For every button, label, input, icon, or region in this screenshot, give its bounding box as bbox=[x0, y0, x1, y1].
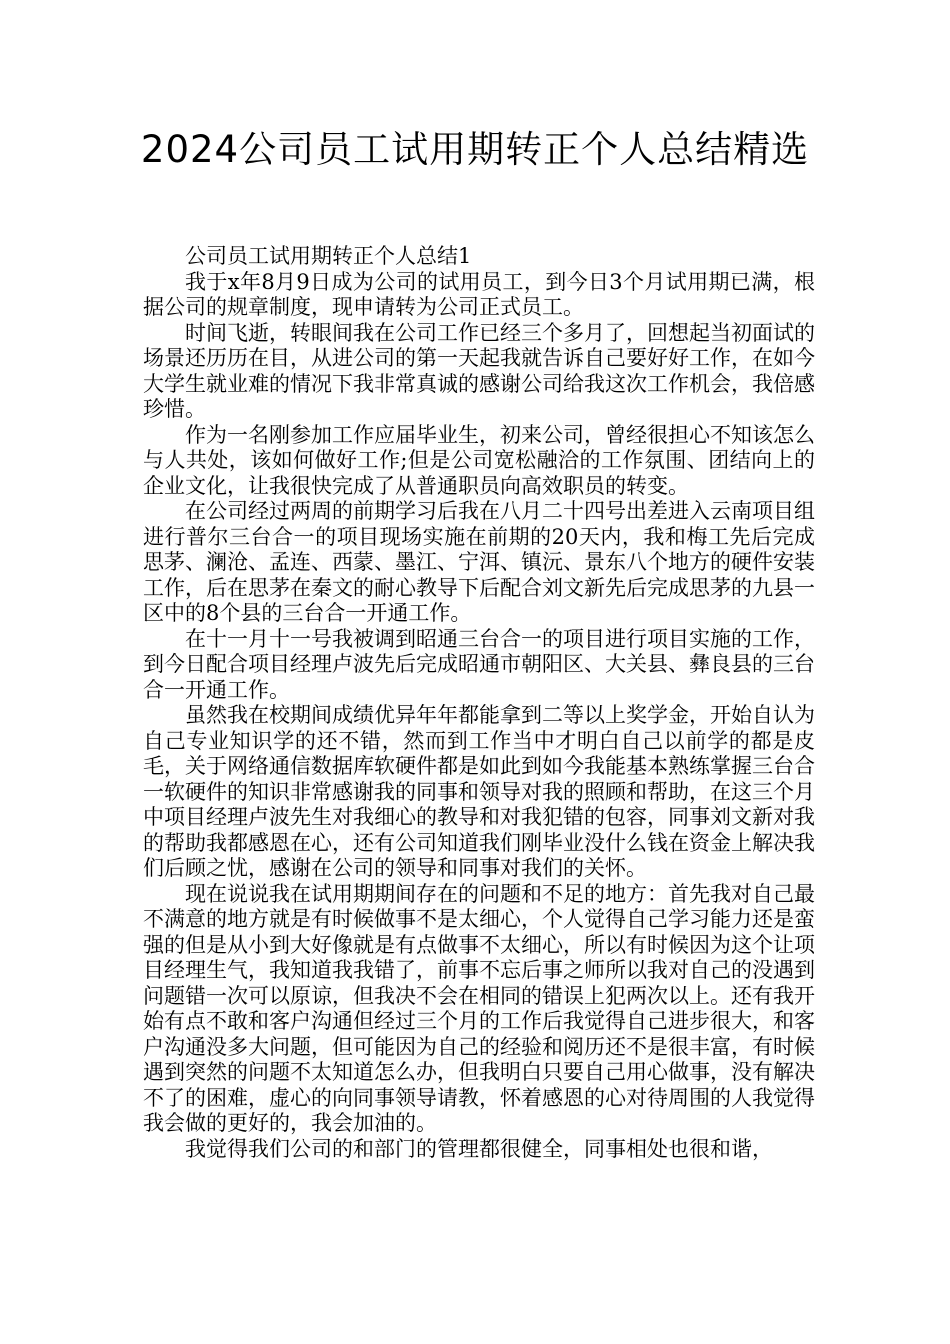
section-heading: 公司员工试用期转正个人总结1 bbox=[185, 244, 472, 268]
body-paragraph: 虽然我在校期间成绩优异年年都能拿到二等以上奖学金，开始自认为自己专业知识学的还不错，然而到工作当中才明白自己以前学的都是皮毛，关于网络通信数据库软硬件都是如此到如今我能基本熟练掌握三台合一软硬件的知识非常感谢我的同事和领导对我的照顾和帮助，在这三个月中项目经理卢波先生对我细心的教导和对我犯错的包容，同事刘文新对我的帮助我都感恩在心，还有公司知道我们刚毕业没什么钱在资金上解决我们后顾之忧，感谢在公司的领导和同事对我们的关怀。 bbox=[143, 703, 815, 880]
body-paragraph: 现在说说我在试用期期间存在的问题和不足的地方：首先我对自己最不满意的地方就是有时候做事不是太细心，个人觉得自己学习能力还是蛮强的但是从小到大好像就是有点做事不太细心，所以有时候因为这个让项目经理生气，我知道我我错了，前事不忘后事之师所以我对自己的没遇到问题错一次可以原谅，但我决不会在相同的错误上犯两次以上。还有我开始有点不敢和客户沟通但经过三个月的工作后我觉得自己进步很大，和客户沟通没多大问题，但可能因为自己的经验和阅历还不是很丰富，有时候遇到突然的问题不太知道怎么办，但我明白只要自己用心做事，没有解决不了的困难，虚心的向同事领导请教，怀着感恩的心对待周围的人我觉得我会做的更好的，我会加油的。 bbox=[143, 881, 815, 1135]
body-paragraph: 我觉得我们公司的和部门的管理都很健全，同事相处也很和谐， bbox=[185, 1136, 773, 1161]
body-paragraph: 在公司经过两周的前期学习后我在八月二十四号出差进入云南项目组进行普尔三台合一的项目现场实施在前期的20天内，我和梅工先后完成思茅、澜沧、孟连、西蒙、墨江、宁洱、镇沅、景东八个地方的硬件安装工作，后在思茅在秦文的耐心教导下后配合刘文新先后完成思茅的九县一区中的8个县的三台合一开通工作。 bbox=[143, 499, 815, 625]
body-paragraph: 时间飞逝，转眼间我在公司工作已经三个多月了，回想起当初面试的场景还历历在目，从进公司的第一天起我就告诉自己要好好工作，在如今大学生就业难的情况下我非常真诚的感谢公司给我这次工作机会，我倍感珍惜。 bbox=[143, 320, 815, 421]
document-body bbox=[143, 244, 815, 1162]
body-paragraph: 我于x年8月9日成为公司的试用员工，到今日3个月试用期已满，根据公司的规章制度，现申请转为公司正式员工。 bbox=[143, 269, 815, 319]
body-paragraph: 作为一名刚参加工作应届毕业生，初来公司，曾经很担心不知该怎么与人共处，该如何做好工作;但是公司宽松融洽的工作氛围、团结向上的企业文化，让我很快完成了从普通职员向高效职员的转变。 bbox=[143, 422, 815, 498]
document-title: 2024公司员工试用期转正个人总结精选 bbox=[140, 128, 810, 171]
body-paragraph: 在十一月十一号我被调到昭通三台合一的项目进行项目实施的工作，到今日配合项目经理卢波先后完成昭通市朝阳区、大关县、彝良县的三台合一开通工作。 bbox=[143, 626, 815, 702]
